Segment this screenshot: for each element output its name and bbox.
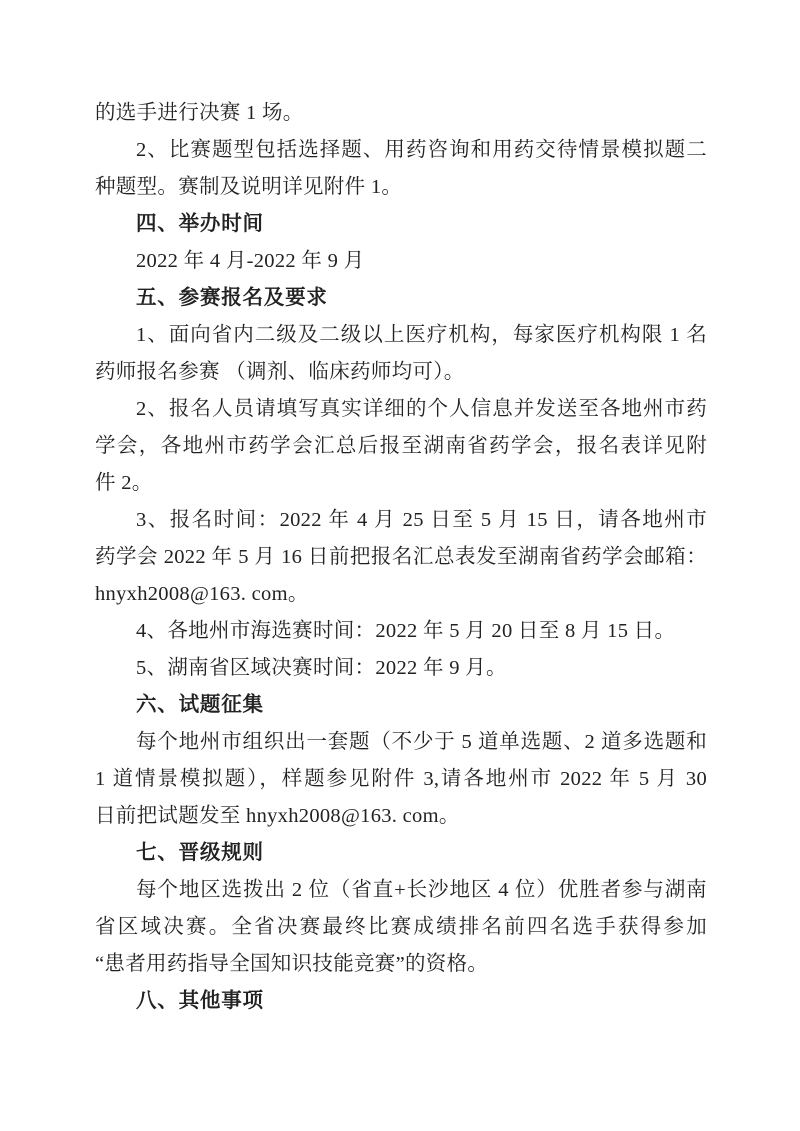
paragraph-line: 药学会 2022 年 5 月 16 日前把报名汇总表发至湖南省药学会邮箱： xyxy=(95,546,707,568)
paragraph-line: 2、比赛题型包括选择题、用药咨询和用药交待情景模拟题二 xyxy=(136,139,707,161)
paragraph-line: 4、各地州市海选赛时间：2022 年 5 月 20 日至 8 月 15 日。 xyxy=(136,620,676,642)
section-heading-8: 八、其他事项 xyxy=(136,990,264,1012)
section-heading-6: 六、试题征集 xyxy=(136,694,264,716)
paragraph-line: 5、湖南省区域决赛时间：2022 年 9 月。 xyxy=(136,657,507,679)
paragraph-line: 日前把试题发至 hnyxh2008@163. com。 xyxy=(95,805,460,827)
paragraph-line: 每个地区选拨出 2 位（省直+长沙地区 4 位）优胜者参与湖南 xyxy=(136,879,707,901)
paragraph-line: 的选手进行决赛 1 场。 xyxy=(95,102,304,124)
paragraph-line: “患者用药指导全国知识技能竞赛”的资格。 xyxy=(95,953,489,975)
contact-email: hnyxh2008@163. com。 xyxy=(95,583,309,605)
paragraph-line: 学会，各地州市药学会汇总后报至湖南省药学会，报名表详见附 xyxy=(95,435,707,457)
paragraph-line: 件 2。 xyxy=(95,472,153,494)
paragraph-line: 1、面向省内二级及二级以上医疗机构，每家医疗机构限 1 名 xyxy=(136,324,707,346)
paragraph-line: 药师报名参赛 （调剂、临床药师均可）。 xyxy=(95,361,465,383)
paragraph-line: 1 道情景模拟题），样题参见附件 3,请各地州市 2022 年 5 月 30 xyxy=(95,768,707,790)
paragraph-line: 种题型。赛制及说明详见附件 1。 xyxy=(95,176,403,198)
section-heading-7: 七、晋级规则 xyxy=(136,842,264,864)
paragraph-line: 每个地州市组织出一套题（不少于 5 道单选题、2 道多选题和 xyxy=(136,731,707,753)
document-body xyxy=(95,95,707,1020)
paragraph-line: 2、报名人员请填写真实详细的个人信息并发送至各地州市药 xyxy=(136,398,707,420)
section-heading-5: 五、参赛报名及要求 xyxy=(136,287,328,309)
paragraph-line: 3、报名时间：2022 年 4 月 25 日至 5 月 15 日，请各地州市 xyxy=(136,509,707,531)
event-dates: 2022 年 4 月-2022 年 9 月 xyxy=(136,250,365,272)
section-heading-4: 四、举办时间 xyxy=(136,213,264,235)
paragraph-line: 省区域决赛。全省决赛最终比赛成绩排名前四名选手获得参加 xyxy=(95,916,707,938)
